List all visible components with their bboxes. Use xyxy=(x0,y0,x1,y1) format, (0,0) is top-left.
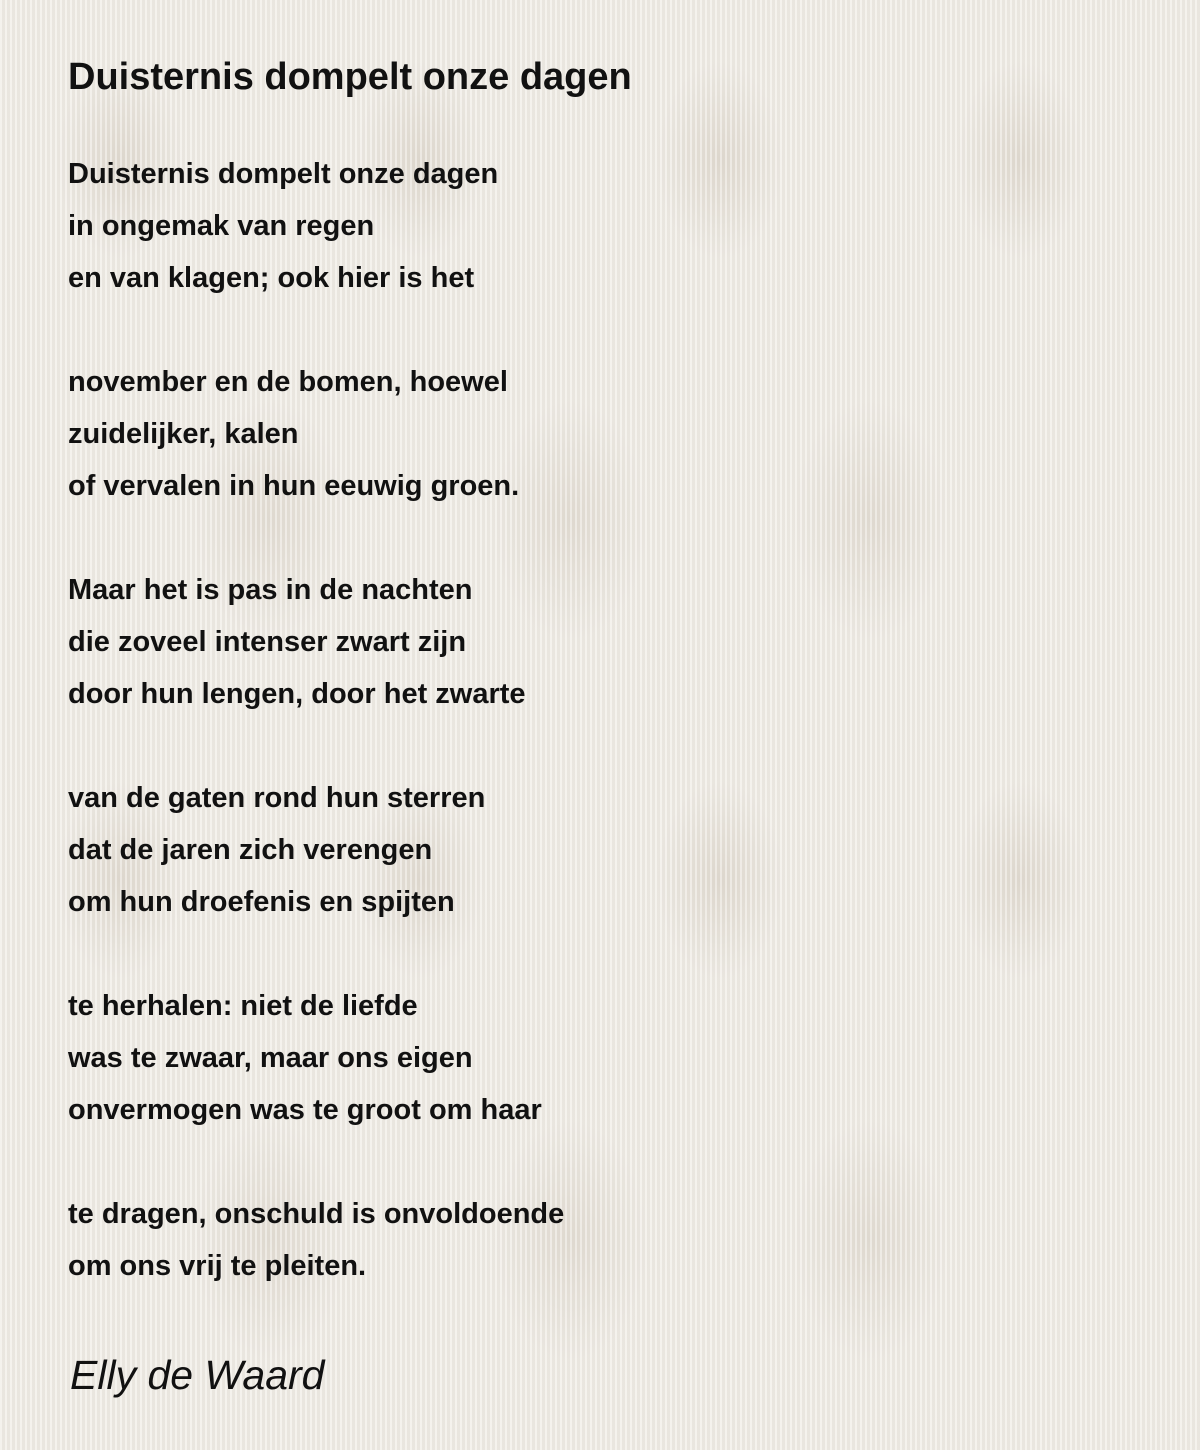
poem-line: november en de bomen, hoewel xyxy=(68,366,508,398)
poem-line: die zoveel intenser zwart zijn xyxy=(68,626,467,658)
poem-line: om hun droefenis en spijten xyxy=(68,886,455,918)
poem-line: om ons vrij te pleiten. xyxy=(68,1250,367,1282)
poem-line: en van klagen; ook hier is het xyxy=(68,262,475,294)
poem-line: te dragen, onschuld is onvoldoende xyxy=(68,1198,565,1230)
poem-title: Duisternis dompelt onze dagen xyxy=(68,56,632,98)
poem-line: onvermogen was te groot om haar xyxy=(68,1094,542,1126)
stanza-6 xyxy=(68,1188,1128,1292)
stanza-3 xyxy=(68,564,1128,720)
poem-line: Duisternis dompelt onze dagen xyxy=(68,158,499,190)
poem-line: door hun lengen, door het zwarte xyxy=(68,678,526,710)
stanza-2 xyxy=(68,356,1128,512)
poem-line: zuidelijker, kalen xyxy=(68,418,299,450)
poem-line: was te zwaar, maar ons eigen xyxy=(68,1042,473,1074)
poem-line: te herhalen: niet de liefde xyxy=(68,990,418,1022)
poem-line: in ongemak van regen xyxy=(68,210,375,242)
poem-body xyxy=(68,148,1128,1292)
poem-author: Elly de Waard xyxy=(70,1352,325,1398)
poem-line: van de gaten rond hun sterren xyxy=(68,782,486,814)
stanza-5 xyxy=(68,980,1128,1136)
stanza-1 xyxy=(68,148,1128,304)
poem-line: dat de jaren zich verengen xyxy=(68,834,433,866)
stanza-4 xyxy=(68,772,1128,928)
poem-line: of vervalen in hun eeuwig groen. xyxy=(68,470,520,502)
poem-line: Maar het is pas in de nachten xyxy=(68,574,473,606)
poem-container xyxy=(68,52,1128,1344)
